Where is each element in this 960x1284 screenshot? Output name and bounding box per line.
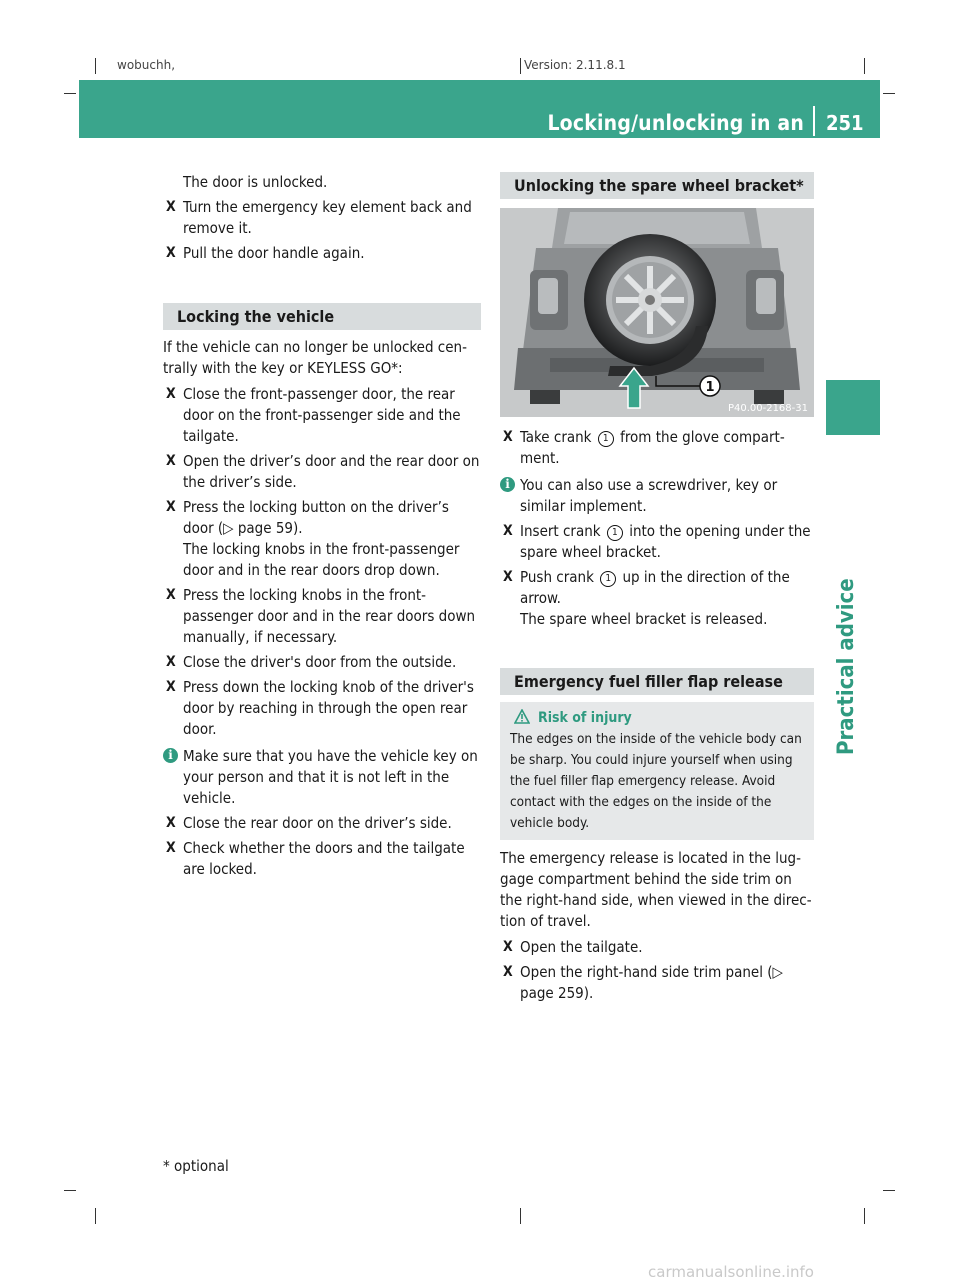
watermark: carmanualsonline.info bbox=[648, 1263, 814, 1281]
page-title: Locking/unlocking in an emergency bbox=[547, 111, 804, 159]
step-item: X Pull the door handle again. bbox=[166, 244, 365, 262]
crop-mark bbox=[864, 1208, 865, 1224]
step-item: X Close the rear door on the driver’s side. bbox=[166, 814, 452, 832]
paragraph: The emergency release is located in the lug-gage compartment behind the side trim on the right-hand side, when viewed in the direc-tion of travel. bbox=[500, 849, 812, 930]
step-item: X Open the right-hand side trim panel (▷ page 259). bbox=[503, 963, 783, 1002]
result-text: The spare wheel bracket is released. bbox=[520, 610, 768, 628]
step-item: X Press down the locking knob of the driver's door by reaching in through the open rear door. bbox=[166, 678, 474, 738]
crop-mark bbox=[95, 58, 96, 74]
result-text: The door is unlocked. bbox=[183, 173, 328, 191]
crop-mark bbox=[520, 1208, 521, 1224]
step-item: X Insert crank 1 into the opening under the spare wheel bracket. bbox=[503, 522, 811, 561]
print-meta-left: wobuchh, bbox=[117, 58, 176, 72]
info-icon: i bbox=[163, 748, 178, 763]
print-meta-right: Version: 2.11.8.1 bbox=[524, 58, 626, 72]
crop-mark bbox=[883, 1190, 895, 1191]
result-text: The locking knobs in the front-passenger door and in the rear doors drop down. bbox=[183, 540, 460, 579]
step-item: X Press the locking button on the driver’s door (▷ page 59). The locking knobs in the front-passenger door and in the rear doors drop down. bbox=[166, 498, 460, 579]
left-column bbox=[163, 172, 481, 884]
step-item: X Push crank 1 up in the direction of the arrow. The spare wheel bracket is released. bbox=[503, 568, 790, 628]
section-heading-locking: Locking the vehicle bbox=[163, 303, 481, 330]
step-item: X Close the front-passenger door, the rear door on the front-passenger side and the tailgate. bbox=[166, 385, 461, 445]
info-icon: i bbox=[500, 477, 515, 492]
info-note: i You can also use a screwdriver, key or similar implement. bbox=[500, 475, 814, 517]
step-item: X Press the locking knobs in the front-passenger door and in the rear doors down manually, if necessary. bbox=[166, 586, 476, 646]
page-number: 251 bbox=[826, 111, 864, 135]
image-code: P40.00-2168-31 bbox=[727, 403, 808, 414]
section-heading-spare-wheel: Unlocking the spare wheel bracket* bbox=[500, 172, 814, 199]
paragraph: If the vehicle can no longer be unlocked cen-trally with the key or KEYLESS GO*: bbox=[163, 338, 467, 377]
warning-box bbox=[500, 702, 814, 840]
spare-wheel-illustration bbox=[500, 208, 814, 417]
vehicle-rear-illustration bbox=[500, 208, 814, 417]
callout-number: 1 bbox=[705, 380, 715, 395]
crop-mark bbox=[864, 58, 865, 74]
side-tab-marker bbox=[826, 380, 880, 435]
crop-mark bbox=[64, 1190, 76, 1191]
step-item: X Close the driver's door from the outside. bbox=[166, 653, 457, 671]
footnote: * optional bbox=[163, 1157, 229, 1175]
step-item: X Open the driver’s door and the rear door on the driver’s side. bbox=[166, 452, 480, 491]
warning-triangle-icon bbox=[514, 709, 530, 724]
step-item: X Open the tailgate. bbox=[503, 938, 643, 956]
crop-mark bbox=[520, 58, 521, 74]
step-item: X Take crank 1 from the glove compart-ment. bbox=[503, 428, 785, 467]
callout-marker: 1 bbox=[598, 431, 614, 447]
right-column bbox=[500, 172, 814, 1008]
warning-title: Risk of injury bbox=[510, 708, 808, 729]
warning-text: The edges on the inside of the vehicle body can be sharp. You could injure yourself when using the fuel filler flap emergency release. Avoid contact with the edges on the inside of the vehicle body. bbox=[510, 731, 802, 831]
crop-mark bbox=[64, 93, 76, 94]
info-note: i Make sure that you have the vehicle key on your person and that it is not left in the vehicle. bbox=[163, 746, 481, 809]
callout-marker: 1 bbox=[600, 571, 616, 587]
step-item: X Check whether the doors and the tailgate are locked. bbox=[166, 839, 465, 878]
header-divider bbox=[813, 106, 815, 136]
side-tab-label: Practical advice bbox=[834, 578, 859, 755]
section-heading-fuel-flap: Emergency fuel filler flap release bbox=[500, 668, 814, 695]
step-item: X Turn the emergency key element back and remove it. bbox=[166, 198, 472, 237]
callout-marker: 1 bbox=[607, 525, 623, 541]
side-tab bbox=[834, 578, 874, 775]
crop-mark bbox=[883, 93, 895, 94]
crop-mark bbox=[95, 1208, 96, 1224]
